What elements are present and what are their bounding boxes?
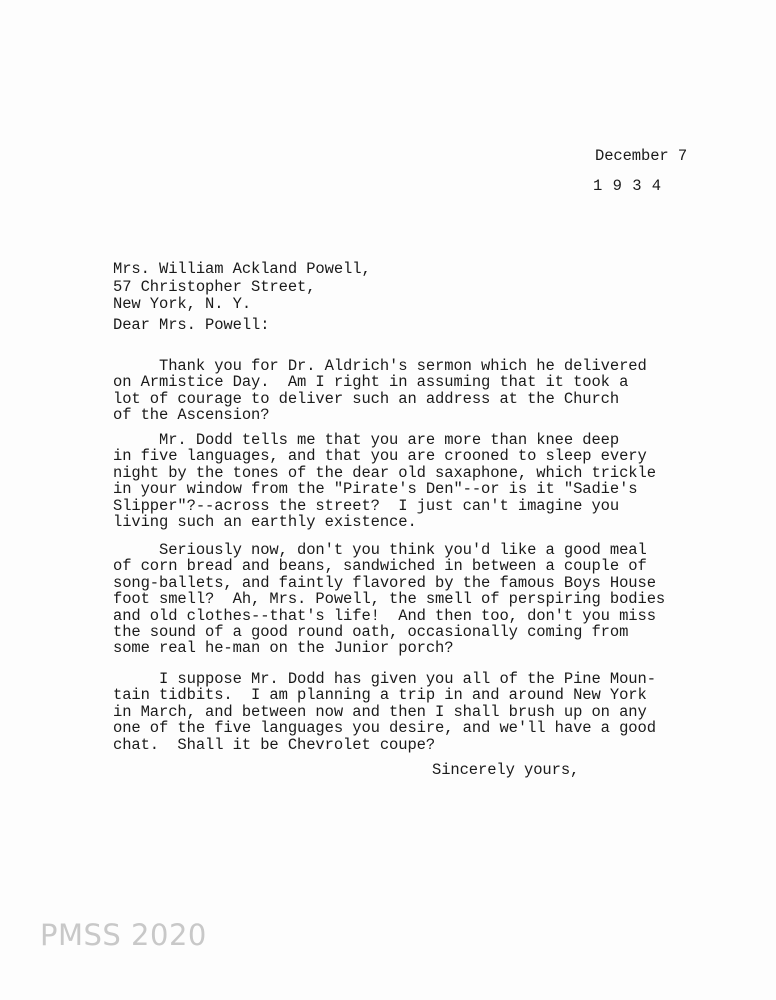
text-line: of the Ascension? [113,406,270,425]
text-line: I suppose Mr. Dodd has given you all of the Pine Moun- [113,670,656,688]
text-line: the sound of a good round oath, occasionally coming from [113,622,629,641]
paragraph-1 [113,358,647,424]
date-line: December 7 [595,147,688,165]
text-line: one of the five languages you desire, and we'll have a good [113,719,656,738]
text-line: chat. Shall it be Chevrolet coupe? [113,735,436,754]
address-line: Mrs. William Ackland Powell, [113,260,371,278]
watermark: PMSS 2020 [40,918,207,952]
text-line: tain tidbits. I am planning a trip in and around New York [113,686,647,705]
paragraph-2 [113,432,656,530]
text-line: Seriously now, don't you think you'd like a good meal [113,541,647,559]
date-year: 1 9 3 4 [593,177,662,195]
text-line: and old clothes--that's life! And then too, don't you miss [113,606,656,625]
text-line: Slipper"?--across the street? I just can't imagine you [113,496,620,515]
text-line: in your window from the "Pirate's Den"--or is it "Sadie's [113,480,638,499]
text-line: some real he-man on the Junior porch? [113,639,454,658]
salutation: Dear Mrs. Powell: [113,316,270,334]
address-line: 57 Christopher Street, [113,277,316,296]
text-line: lot of courage to deliver such an address at the Church [113,389,620,408]
text-line: Mr. Dodd tells me that you are more than knee deep [113,431,620,449]
address-line: New York, N. Y. [113,295,252,313]
recipient-address [113,261,371,314]
text-line: song-ballets, and faintly flavored by the famous Boys House [113,573,656,592]
text-line: Thank you for Dr. Aldrich's sermon which he delivered [113,357,647,375]
text-line: of corn bread and beans, sandwiched in between a couple of [113,557,647,576]
text-line: in five languages, and that you are crooned to sleep every [113,447,647,466]
paragraph-4 [113,671,656,753]
text-line: night by the tones of the dear old saxaphone, which trickle [113,463,656,482]
paragraph-3 [113,542,665,657]
closing: Sincerely yours, [432,761,580,779]
text-line: living such an earthly existence. [113,512,417,531]
text-line: foot smell? Ah, Mrs. Powell, the smell of perspiring bodies [113,590,666,609]
text-line: in March, and between now and then I shall brush up on any [113,702,647,721]
text-line: on Armistice Day. Am I right in assuming that it took a [113,373,629,392]
